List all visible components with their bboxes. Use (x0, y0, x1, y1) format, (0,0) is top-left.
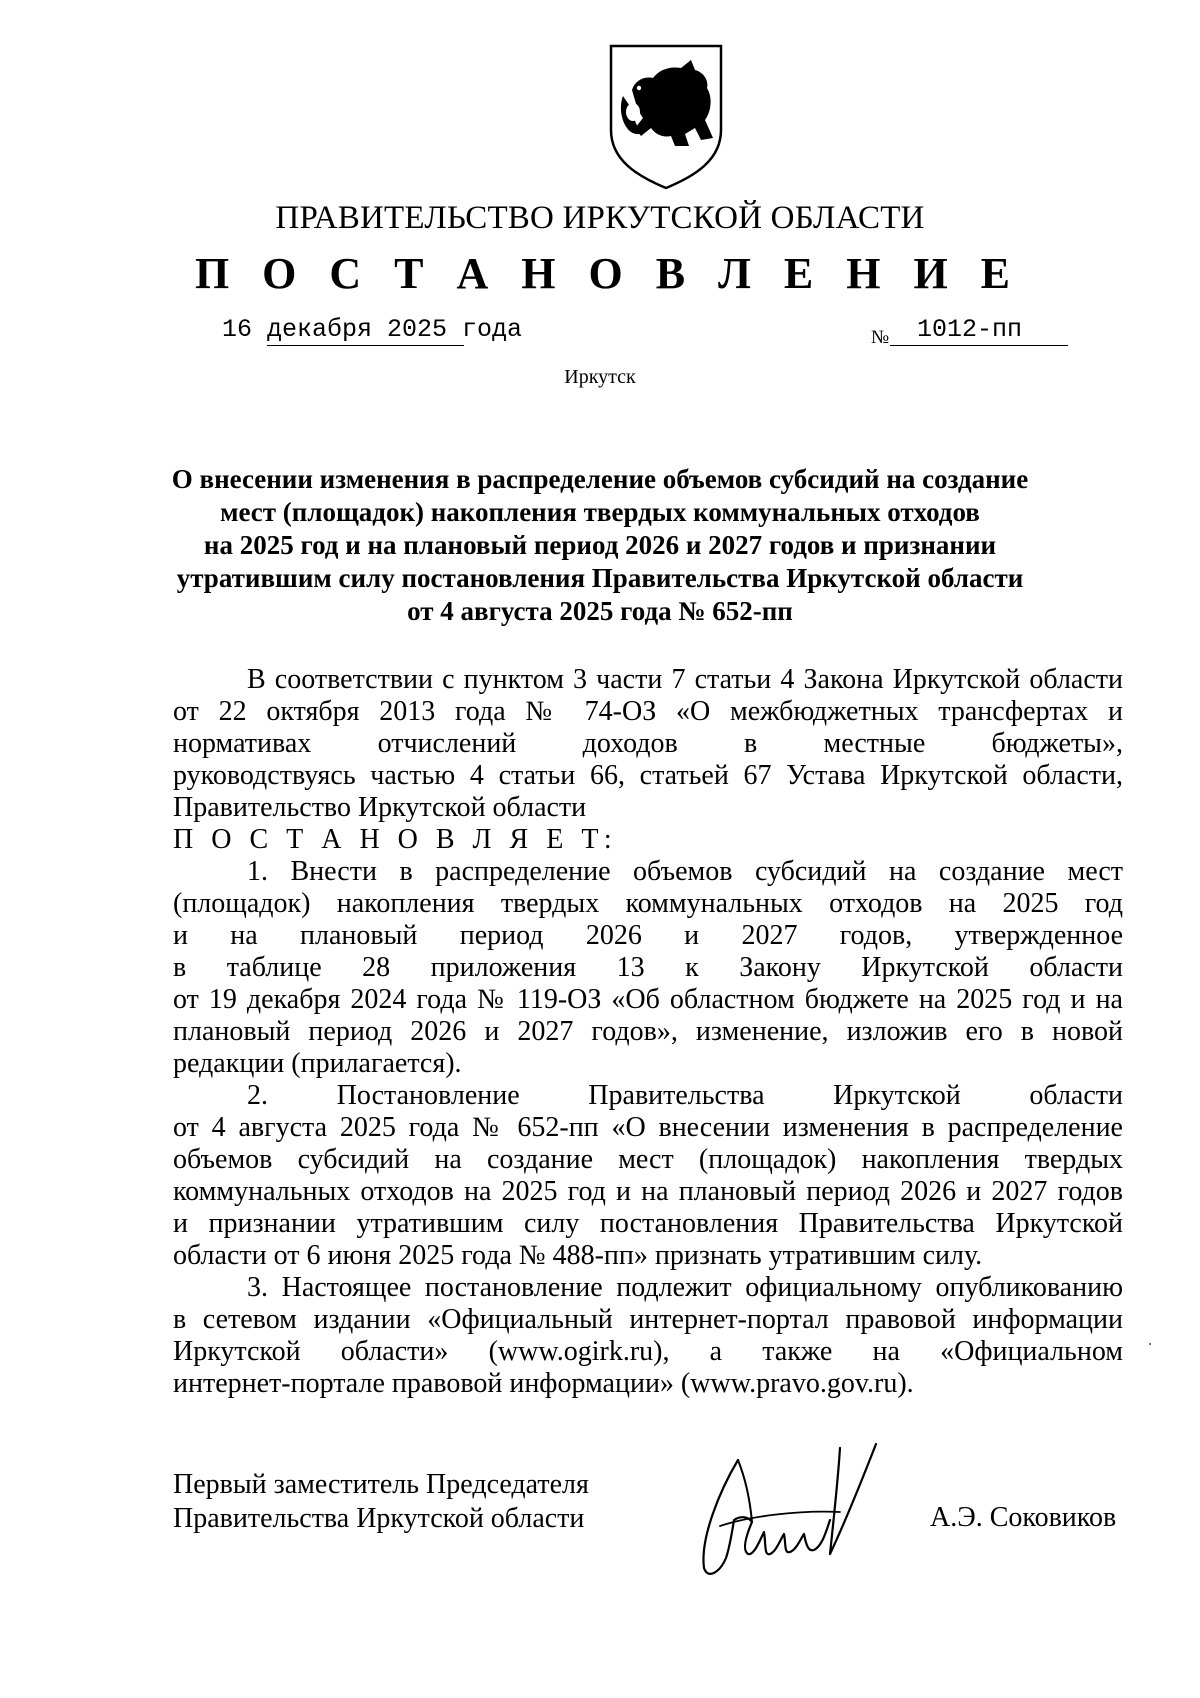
handwritten-signature-icon (690, 1440, 890, 1582)
item1-line: от 19 декабря 2024 года № 119-ОЗ «Об областном бюджете на 2025 год и на (173, 984, 1123, 1015)
item1-line: 1. Внести в распределение объемов субсидий на создание мест (247, 856, 1123, 887)
document-number: 1012-пп (917, 315, 1023, 344)
number-underline (890, 345, 1068, 346)
document-title (150, 463, 1050, 628)
date-underline (267, 345, 464, 346)
decree-word: П О С Т А Н О В Л Я Е Т: (173, 824, 618, 855)
item1-line: в таблице 28 приложения 13 к Закону Иркутской области (173, 952, 1123, 983)
item1-line: плановый период 2026 и 2027 годов», изменение, изложив его в новой (173, 1016, 1123, 1047)
item3-line: интернет-портале правовой информации» (www.pravo.gov.ru). (173, 1368, 914, 1399)
item2-line: 2. Постановление Правительства Иркутской области (247, 1080, 1123, 1111)
title-line: мест (площадок) накопления твердых коммунальных отходов (220, 497, 980, 527)
item1-line: редакции (прилагается). (173, 1048, 462, 1079)
title-line: на 2025 год и на плановый период 2026 и 2027 годов и признании (203, 530, 997, 560)
number-sign: № (871, 327, 890, 348)
item2-line: от 4 августа 2025 года № 652-пп «О внесении изменения в распределение (173, 1112, 1123, 1143)
signer-position (173, 1468, 589, 1536)
document-body (173, 664, 1123, 1400)
document-type: П О С Т А Н О В Л Е Н И Е (194, 249, 1022, 298)
item2-line: и признании утратившим силу постановления Правительства Иркутской (173, 1208, 1123, 1239)
item2-line: объемов субсидий на создание мест (площадок) накопления твердых (173, 1144, 1123, 1175)
signer-name: А.Э. Соковиков (930, 1502, 1117, 1533)
document-date: 16 декабря 2025 года (222, 315, 523, 344)
preamble-line: Правительство Иркутской области (173, 792, 587, 823)
title-line: О внесении изменения в распределение объемов субсидий на создание (171, 464, 1029, 494)
item1-line: (площадок) накопления твердых коммунальных отходов на 2025 год (173, 888, 1123, 919)
item3-line: Иркутской области» (www.ogirk.ru), а также на «Официальном (173, 1336, 1123, 1367)
item1-line: и на плановый период 2026 и 2027 годов, утвержденное (173, 920, 1123, 951)
government-name: ПРАВИТЕЛЬСТВО ИРКУТСКОЙ ОБЛАСТИ (275, 200, 925, 236)
item3-line: в сетевом издании «Официальный интернет-портал правовой информации (173, 1304, 1123, 1335)
title-line: от 4 августа 2025 года № 652-пп (407, 596, 793, 626)
preamble-line: от 22 октября 2013 года № 74-ОЗ «О межбюджетных трансфертах и (173, 696, 1123, 727)
title-line: утратившим силу постановления Правительства Иркутской области (176, 563, 1024, 593)
signer-position-line: Первый заместитель Председателя (173, 1469, 589, 1500)
preamble-line: В соответствии с пунктом 3 части 7 статьи 4 Закона Иркутской области (247, 664, 1123, 695)
item2-line: области от 6 июня 2025 года № 488-пп» признать утратившим силу. (173, 1240, 983, 1271)
item2-line: коммунальных отходов на 2025 год и на плановый период 2026 и 2027 годов (173, 1176, 1123, 1207)
signer-position-line: Правительства Иркутской области (173, 1503, 585, 1534)
scan-speck (1149, 1343, 1151, 1345)
preamble-line: руководствуясь частью 4 статьи 66, статьей 67 Устава Иркутской области, (173, 760, 1123, 791)
item3-line: 3. Настоящее постановление подлежит официальному опубликованию (247, 1272, 1123, 1303)
sable-emblem-icon (605, 42, 727, 190)
city: Иркутск (564, 366, 636, 388)
preamble-line: нормативах отчислений доходов в местные бюджеты», (173, 728, 1123, 759)
